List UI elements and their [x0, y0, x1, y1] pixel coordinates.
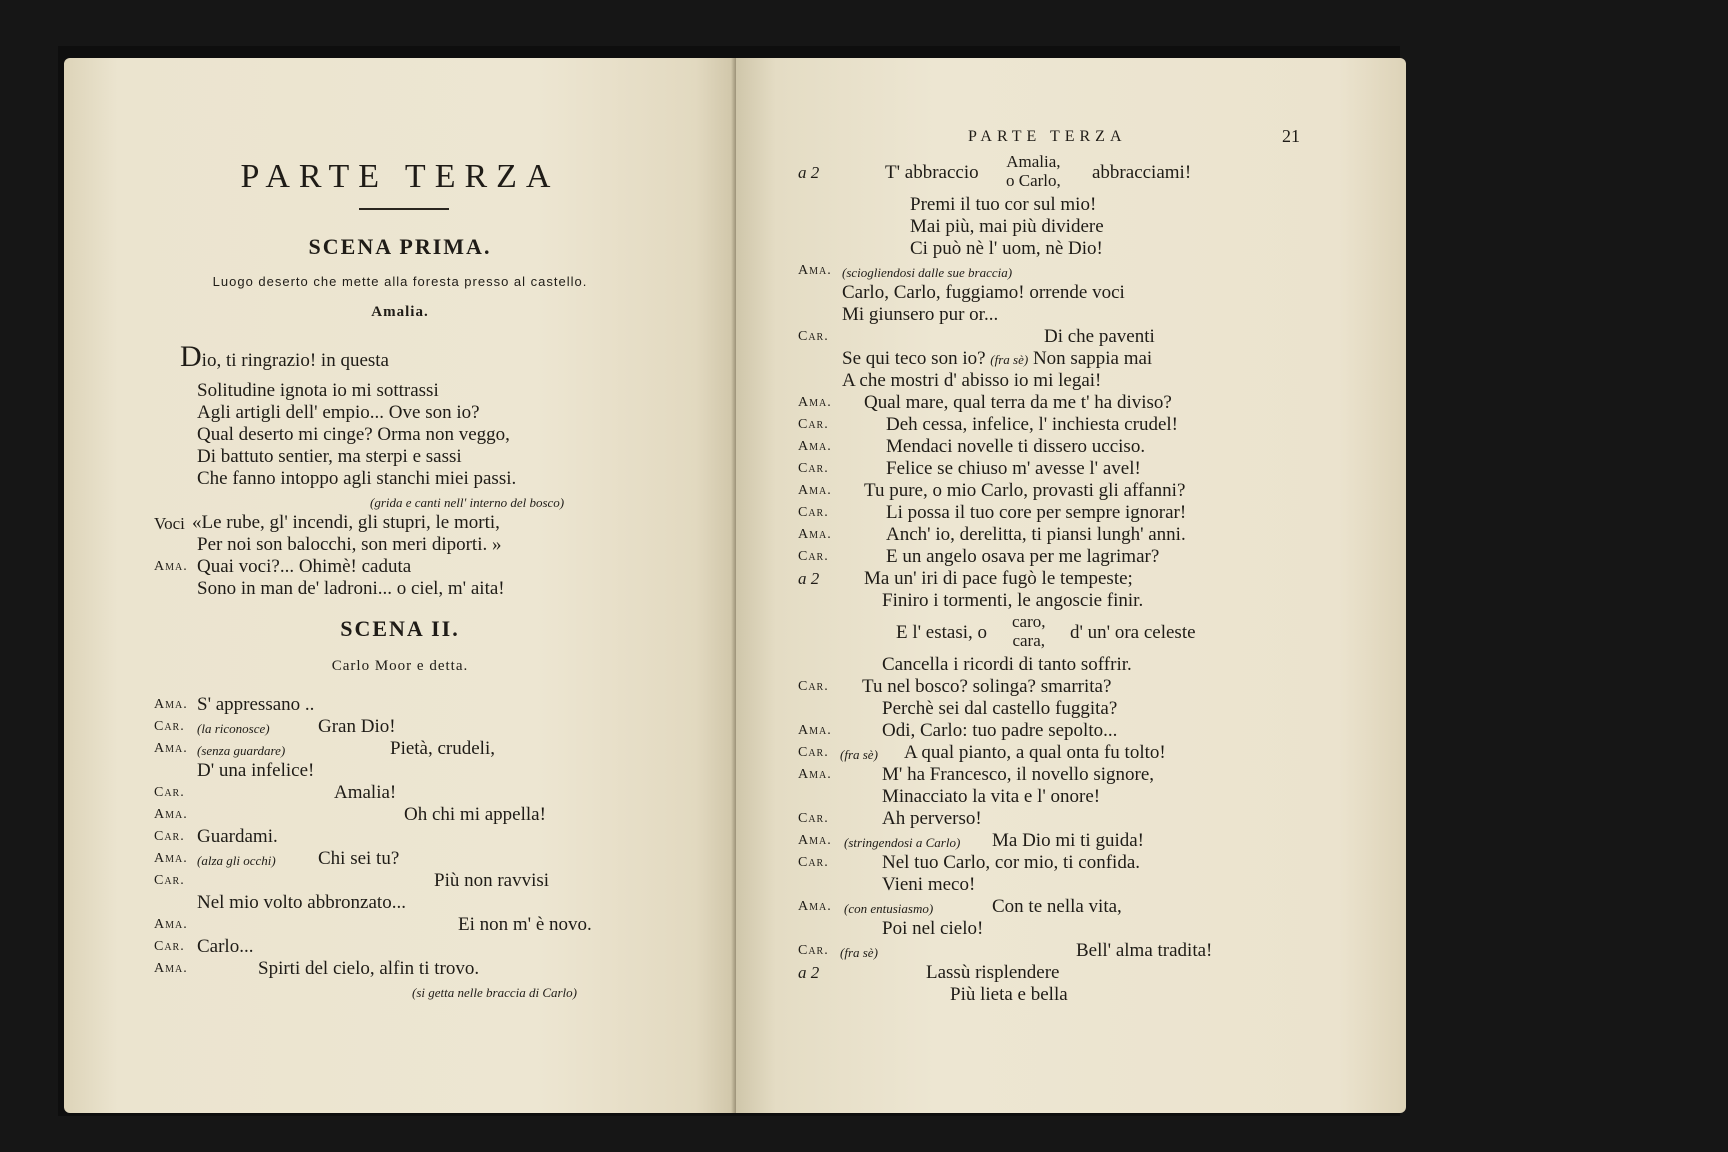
speaker-label: Ama. [154, 807, 188, 822]
speaker-label: Ama. [154, 961, 188, 976]
speaker-label: Ama. [798, 899, 832, 914]
speaker-label: Car. [798, 505, 829, 520]
speaker-label: Car. [154, 719, 185, 734]
verse-line: A qual pianto, a qual onta fu tolto! [904, 742, 1166, 763]
speaker-label: Car. [798, 549, 829, 564]
verse-line: Poi nel cielo! [882, 918, 984, 939]
speaker-label: Car. [798, 811, 829, 826]
speaker-label: Car. [798, 417, 829, 432]
verse-line: Amalia! [334, 782, 397, 803]
stage-direction: (fra sè) [990, 352, 1029, 367]
verse-line: Di che paventi [1044, 326, 1155, 347]
verse-line: Qual deserto mi cinge? Orma non veggo, [197, 424, 510, 445]
stacked-alternative [1012, 612, 1046, 650]
stage-direction: (fra sè) [840, 747, 878, 762]
speaker-label: Ama. [798, 833, 832, 848]
verse-line: Gran Dio! [318, 716, 396, 737]
speaker-label: Car. [154, 939, 185, 954]
character-name: Amalia. [371, 304, 429, 320]
alt-bottom: cara, [1012, 631, 1046, 650]
verse-line: Carlo... [197, 936, 254, 957]
running-head: PARTE TERZA [968, 128, 1127, 145]
speaker-label: a 2 [798, 569, 820, 588]
title-rule [359, 208, 449, 210]
verse-line: Ci può nè l' uom, nè Dio! [910, 238, 1103, 259]
verse-line: Vieni meco! [882, 874, 976, 895]
stacked-alternative [1006, 152, 1061, 190]
verse-line: Felice se chiuso m' avesse l' avel! [886, 458, 1141, 479]
verse-line: abbracciami! [1092, 162, 1192, 183]
speaker-label: Car. [798, 461, 829, 476]
verse-line: Più lieta e bella [950, 984, 1068, 1005]
verse-line: Tu pure, o mio Carlo, provasti gli affanni? [864, 480, 1186, 501]
verse-text: Se qui teco son io? [842, 348, 986, 369]
verse-line: Mi giunsero pur or... [842, 304, 999, 325]
speaker-label: Ama. [154, 559, 188, 574]
speaker-label: Ama. [798, 767, 832, 782]
stage-direction: (senza guardare) [197, 743, 286, 758]
setting-text: Luogo deserto che mette alla foresta presso al castello. [212, 274, 588, 289]
verse-line: Mai più, mai più dividere [910, 216, 1104, 237]
right-page [736, 58, 1406, 1113]
page-title: PARTE TERZA [240, 158, 560, 195]
verse-line: d' un' ora celeste [1070, 622, 1196, 643]
verse-line: Finiro i tormenti, le angoscie finir. [882, 590, 1144, 611]
speaker-label: Ama. [154, 851, 188, 866]
alt-bottom: o Carlo, [1006, 171, 1061, 190]
speaker-label: Ama. [798, 263, 832, 278]
speaker-label: Car. [798, 943, 829, 958]
speaker-label: Ama. [798, 439, 832, 454]
verse-line [180, 340, 389, 373]
verse-line: Più non ravvisi [434, 870, 550, 891]
verse-line: Deh cessa, infelice, l' inchiesta crudel! [886, 414, 1178, 435]
verse-line: Pietà, crudeli, [390, 738, 495, 759]
verse-line: Lassù risplendere [926, 962, 1060, 983]
verse-line: Carlo, Carlo, fuggiamo! orrende voci [842, 282, 1125, 303]
verse-line: Per noi son balocchi, son meri diporti. » [197, 534, 502, 555]
verse-line: Sono in man de' ladroni... o ciel, m' aita! [197, 578, 505, 599]
verse-line: Ma Dio mi ti guida! [992, 830, 1144, 851]
verse-line: Quai voci?... Ohimè! caduta [197, 556, 412, 577]
verse-line: Spirti del cielo, alfin ti trovo. [258, 958, 480, 979]
speaker-label: Ama. [798, 527, 832, 542]
verse-line: Nel tuo Carlo, cor mio, ti confida. [882, 852, 1141, 873]
verse-line: Di battuto sentier, ma sterpi e sassi [197, 446, 462, 467]
speaker-label: a 2 [798, 963, 820, 982]
page-number: 21 [1282, 126, 1300, 146]
verse-line: Perchè sei dal castello fuggita? [882, 698, 1118, 719]
speaker-label: a 2 [798, 163, 820, 182]
verse-line: Nel mio volto abbronzato... [197, 892, 406, 913]
stage-direction: (fra sè) [840, 945, 878, 960]
verse-line: Minacciato la vita e l' onore! [882, 786, 1101, 807]
speaker-label: Car. [154, 873, 185, 888]
verse-text: io, ti ringrazio! in questa [201, 350, 389, 371]
speaker-label: Ama. [154, 917, 188, 932]
stage-direction: (alza gli occhi) [197, 853, 276, 868]
speaker-label: Voci [154, 514, 185, 533]
speaker-label: Ama. [154, 697, 188, 712]
verse-line [842, 348, 1152, 371]
verse-line: D' una infelice! [197, 760, 315, 781]
speaker-label: Car. [798, 855, 829, 870]
speaker-label: Car. [154, 829, 185, 844]
stage-direction: (stringendosi a Carlo) [844, 835, 961, 850]
verse-line: Odi, Carlo: tuo padre sepolto... [882, 720, 1118, 741]
speaker-label: Ama. [154, 741, 188, 756]
speaker-label: Car. [154, 785, 185, 800]
verse-line: Ei non m' è novo. [458, 914, 592, 935]
verse-line: Agli artigli dell' empio... Ove son io? [197, 402, 480, 423]
left-page [64, 58, 736, 1113]
verse-line: S' appressano .. [197, 694, 315, 715]
scene-heading: SCENA II. [340, 616, 460, 641]
verse-line: Oh chi mi appella! [404, 804, 546, 825]
verse-line: E un angelo osava per me lagrimar? [886, 546, 1160, 567]
verse-line: Anch' io, derelitta, ti piansi lungh' anni. [886, 524, 1186, 545]
alt-top: caro, [1012, 612, 1046, 631]
verse-line: Cancella i ricordi di tanto soffrir. [882, 654, 1132, 675]
verse-line: Qual mare, qual terra da me t' ha diviso? [864, 392, 1172, 413]
verse-line: Ma un' iri di pace fugò le tempeste; [864, 568, 1133, 589]
speaker-label: Car. [798, 679, 829, 694]
verse-line: Tu nel bosco? solinga? smarrita? [862, 676, 1112, 697]
scene-heading: SCENA PRIMA. [308, 234, 492, 259]
verse-line: Premi il tuo cor sul mio! [910, 194, 1097, 215]
stage-direction: (grida e canti nell' interno del bosco) [370, 495, 565, 510]
speaker-label: Car. [798, 329, 829, 344]
verse-line: Che fanno intoppo agli stanchi miei passi. [197, 468, 517, 489]
verse-text: Non sappia mai [1032, 348, 1153, 369]
verse-line: Chi sei tu? [318, 848, 400, 869]
verse-line: A che mostri d' abisso io mi legai! [842, 370, 1102, 391]
verse-line: M' ha Francesco, il novello signore, [882, 764, 1155, 785]
verse-line: Mendaci novelle ti dissero ucciso. [886, 436, 1146, 457]
verse-line: Bell' alma tradita! [1076, 940, 1213, 961]
verse-line: T' abbraccio [885, 162, 979, 183]
verse-line: Ah perverso! [882, 808, 982, 829]
stage-direction: (si getta nelle braccia di Carlo) [412, 985, 578, 1000]
drop-cap: D [180, 340, 202, 373]
alt-top: Amalia, [1006, 152, 1061, 171]
stage-direction: (con entusiasmo) [844, 901, 934, 916]
scene-cast: Carlo Moor e detta. [331, 658, 469, 674]
speaker-label: Ama. [798, 483, 832, 498]
speaker-label: Car. [798, 745, 829, 760]
stage-direction: (sciogliendosi dalle sue braccia) [842, 265, 1013, 280]
verse-line: «Le rube, gl' incendi, gli stupri, le morti, [192, 512, 500, 533]
verse-line: Solitudine ignota io mi sottrassi [197, 380, 439, 401]
verse-line: E l' estasi, o [896, 622, 988, 643]
speaker-label: Ama. [798, 395, 832, 410]
verse-line: Guardami. [197, 826, 278, 847]
verse-line: Li possa il tuo core per sempre ignorar! [886, 502, 1187, 523]
stage-direction: (la riconosce) [197, 721, 270, 736]
speaker-label: Ama. [798, 723, 832, 738]
verse-line: Con te nella vita, [992, 896, 1122, 917]
